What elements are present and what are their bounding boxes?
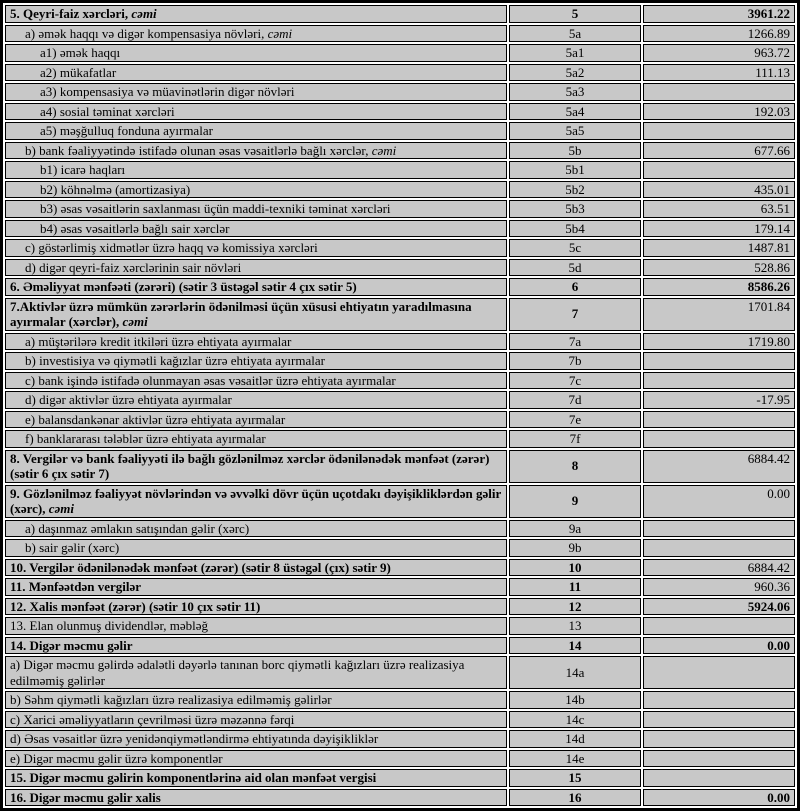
row-value: 528.86 <box>643 259 795 277</box>
table-row <box>5 430 795 448</box>
row-value: 0.00 <box>643 485 795 518</box>
table-row <box>5 730 795 748</box>
row-label <box>5 578 507 596</box>
row-code: 7e <box>509 411 641 429</box>
table-row <box>5 333 795 351</box>
row-value: 0.00 <box>643 789 795 807</box>
row-value: 1487.81 <box>643 239 795 257</box>
row-label <box>5 430 507 448</box>
row-label-text: 12. Xalis mənfəət (zərər) (sətir 10 çıx sətir 11) <box>10 598 261 614</box>
table-row <box>5 617 795 635</box>
table-row <box>5 200 795 218</box>
table-row <box>5 298 795 331</box>
row-label-text: a) Digər məcmu gəlirdə ədalətli dəyərlə tanınan borc qiymətli kağızları üzrə realizasiya edilməmiş gəlirlər <box>10 657 465 688</box>
row-code: 14d <box>509 730 641 748</box>
table-row <box>5 161 795 179</box>
row-label-text: 10. Vergilər ödənilənədək mənfəət (zərər) (sətir 8 üstəgəl (çıx) sətir 9) <box>10 559 391 575</box>
row-label-text: b) sair gəlir (xərc) <box>25 540 120 555</box>
row-code: 16 <box>509 789 641 807</box>
row-label <box>5 44 507 62</box>
row-code: 5c <box>509 239 641 257</box>
table-row <box>5 122 795 140</box>
row-label <box>5 25 507 43</box>
row-label-text: e) balansdankənar aktivlər üzrə ehtiyata ayırmalar <box>25 411 286 427</box>
row-label-suffix: cəmi <box>48 501 74 516</box>
row-code: 5a4 <box>509 103 641 121</box>
table-row <box>5 181 795 199</box>
table-row <box>5 411 795 429</box>
row-code: 10 <box>509 559 641 577</box>
row-label-text: 9. Gözlənilməz fəaliyyət növlərindən və əvvəlki dövr üçün uçotdakı dəyişikliklərdən gəlir (xərc), <box>10 485 501 516</box>
row-code: 5b3 <box>509 200 641 218</box>
row-label <box>5 298 507 331</box>
row-value: 192.03 <box>643 103 795 121</box>
row-code: 14 <box>509 637 641 655</box>
row-value: 0.00 <box>643 637 795 655</box>
table-row <box>5 578 795 596</box>
row-label <box>5 122 507 140</box>
row-label <box>5 617 507 635</box>
row-label <box>5 750 507 768</box>
row-label-text: a) əmək haqqı və digər kompensasiya növləri, <box>25 25 268 41</box>
row-label-text: a4) sosial təminat xərcləri <box>40 103 175 119</box>
table-body <box>5 5 795 806</box>
row-code: 8 <box>509 450 641 483</box>
row-code: 5a <box>509 25 641 43</box>
row-label-text: 8. Vergilər və bank fəaliyyəti ilə bağlı gözlənilməz xərclər ödənilənədək mənfəət (zərər) (sətir 6 çıx sətir 7) <box>10 450 490 481</box>
table-row <box>5 83 795 101</box>
row-label-suffix: cəmi <box>131 6 157 21</box>
row-code: 7f <box>509 430 641 448</box>
row-label-text: f) banklararası tələblər üzrə ehtiyata ayırmalar <box>25 431 266 446</box>
row-label <box>5 598 507 616</box>
row-label-text: 5. Qeyri-faiz xərcləri, <box>10 6 132 21</box>
row-code: 7 <box>509 298 641 331</box>
table-row <box>5 637 795 655</box>
table-row <box>5 391 795 409</box>
row-label-suffix: cəmi <box>371 142 397 158</box>
table-row <box>5 352 795 370</box>
row-value <box>643 430 795 448</box>
row-code: 6 <box>509 278 641 296</box>
row-value <box>643 656 795 689</box>
table-row <box>5 539 795 557</box>
row-label <box>5 259 507 277</box>
row-label-text: 13. Elan olunmuş dividendlər, məbləğ <box>10 618 209 633</box>
row-value: 179.14 <box>643 220 795 238</box>
row-label <box>5 656 507 689</box>
table-row <box>5 750 795 768</box>
table-row <box>5 103 795 121</box>
row-value: 6884.42 <box>643 450 795 483</box>
row-code: 14b <box>509 691 641 709</box>
table-row <box>5 691 795 709</box>
row-label <box>5 391 507 409</box>
row-label <box>5 769 507 787</box>
table-row <box>5 142 795 160</box>
row-code: 7a <box>509 333 641 351</box>
row-label-text: e) Digər məcmu gəlir üzrə komponentlər <box>10 750 223 766</box>
row-value <box>643 617 795 635</box>
row-label <box>5 352 507 370</box>
row-label-text: b) Səhm qiymətli kağızları üzrə realizasiya edilməmiş gəlirlər <box>10 692 332 707</box>
row-code: 5a5 <box>509 122 641 140</box>
row-value: 111.13 <box>643 64 795 82</box>
row-code: 5a1 <box>509 44 641 62</box>
row-label <box>5 539 507 557</box>
row-value <box>643 122 795 140</box>
table-row <box>5 656 795 689</box>
table-row <box>5 450 795 483</box>
row-label-text: a3) kompensasiya və müavinətlərin digər növləri <box>40 84 295 99</box>
row-label-text: b4) əsas vəsaitlərlə bağlı sair xərclər <box>40 220 230 236</box>
table-row <box>5 44 795 62</box>
row-value <box>643 730 795 748</box>
row-value <box>643 769 795 787</box>
row-code: 7b <box>509 352 641 370</box>
row-label-text: a2) mükafatlar <box>40 64 117 80</box>
row-label <box>5 83 507 101</box>
row-value: 435.01 <box>643 181 795 199</box>
row-code: 11 <box>509 578 641 596</box>
row-value <box>643 352 795 370</box>
row-code: 5b2 <box>509 181 641 199</box>
row-value: 1701.84 <box>643 298 795 331</box>
row-value: -17.95 <box>643 391 795 409</box>
row-label-text: c) göstərlimiş xidmətlər üzrə haqq və komissiya xərcləri <box>25 240 318 255</box>
row-value: 5924.06 <box>643 598 795 616</box>
row-code: 14e <box>509 750 641 768</box>
row-label <box>5 372 507 390</box>
row-value <box>643 411 795 429</box>
table-row <box>5 220 795 238</box>
row-label-text: 14. Digər məcmu gəlir <box>10 637 133 653</box>
table-row <box>5 559 795 577</box>
row-label-suffix: cəmi <box>122 314 148 329</box>
row-code: 14c <box>509 711 641 729</box>
row-code: 13 <box>509 617 641 635</box>
row-code: 9 <box>509 485 641 518</box>
row-code: 5b <box>509 142 641 160</box>
row-value: 1266.89 <box>643 25 795 43</box>
row-label-text: b1) icarə haqları <box>40 162 126 177</box>
row-code: 5a2 <box>509 64 641 82</box>
row-label <box>5 789 507 807</box>
row-value <box>643 691 795 709</box>
table-row <box>5 5 795 23</box>
row-label-text: 11. Mənfəətdən vergilər <box>10 579 142 594</box>
row-code: 5b4 <box>509 220 641 238</box>
table-row <box>5 25 795 43</box>
row-label <box>5 637 507 655</box>
row-label <box>5 333 507 351</box>
row-value: 677.66 <box>643 142 795 160</box>
row-label-text: a) müştərilərə kredit itkiləri üzrə ehtiyata ayırmalar <box>25 333 292 349</box>
table-row <box>5 789 795 807</box>
row-value: 3961.22 <box>643 5 795 23</box>
row-code: 14a <box>509 656 641 689</box>
row-label <box>5 450 507 483</box>
row-value <box>643 83 795 101</box>
row-label <box>5 411 507 429</box>
row-label-text: b2) köhnəlmə (amortizasiya) <box>40 181 191 197</box>
row-label <box>5 485 507 518</box>
row-label-text: c) Xarici əməliyyatların çevrilməsi üzrə məzənnə fərqi <box>10 711 295 727</box>
row-label-text: c) bank işində istifadə olunmayan əsas vəsaitlər üzrə ehtiyata ayırmalar <box>25 372 396 388</box>
row-label <box>5 200 507 218</box>
row-code: 5d <box>509 259 641 277</box>
table-row <box>5 278 795 296</box>
row-value: 963.72 <box>643 44 795 62</box>
row-label-text: d) digər aktivlər üzrə ehtiyata ayırmalar <box>25 392 232 407</box>
row-label-text: b3) əsas vəsaitlərin saxlanması üçün maddi-texniki təminat xərcləri <box>40 201 391 216</box>
row-value <box>643 750 795 768</box>
row-label <box>5 64 507 82</box>
table-row <box>5 711 795 729</box>
row-value <box>643 161 795 179</box>
row-label-text: b) investisiya və qiymətli kağızlar üzrə ehtiyata ayırmalar <box>25 353 325 368</box>
row-value: 960.36 <box>643 578 795 596</box>
row-label <box>5 161 507 179</box>
row-label-text: 6. Əməliyyat mənfəəti (zərəri) (sətir 3 üstəgəl sətir 4 çıx sətir 5) <box>10 279 357 294</box>
row-code: 12 <box>509 598 641 616</box>
row-code: 5a3 <box>509 83 641 101</box>
table-row <box>5 239 795 257</box>
row-value: 8586.26 <box>643 278 795 296</box>
row-value <box>643 520 795 538</box>
row-label <box>5 711 507 729</box>
row-label <box>5 5 507 23</box>
row-code: 5 <box>509 5 641 23</box>
row-value <box>643 372 795 390</box>
row-label <box>5 730 507 748</box>
row-label-suffix: cəmi <box>267 25 293 41</box>
row-code: 7d <box>509 391 641 409</box>
row-label-text: a) daşınmaz əmlakın satışından gəlir (xərc) <box>25 520 250 536</box>
row-value: 63.51 <box>643 200 795 218</box>
row-value <box>643 539 795 557</box>
row-label <box>5 181 507 199</box>
table-row <box>5 259 795 277</box>
row-label-text: 7.Aktivlər üzrə mümkün zərərlərin ödənilməsi üçün xüsusi ehtiyatın yaradılmasına ayırmalar (xərclər), <box>10 298 472 329</box>
row-value <box>643 711 795 729</box>
row-label-text: 15. Digər məcmu gəlirin komponentlərinə aid olan mənfəət vergisi <box>10 770 377 785</box>
row-label-text: b) bank fəaliyyətində istifadə olunan əsas vəsaitlərlə bağlı xərclər, <box>25 142 372 158</box>
row-label <box>5 278 507 296</box>
row-label-text: d) Əsas vəsaitlər üzrə yenidənqiymətləndirmə ehtiyatında dəyişikliklər <box>10 731 379 746</box>
table-row <box>5 520 795 538</box>
table-row <box>5 769 795 787</box>
table-row <box>5 64 795 82</box>
row-label-text: d) digər qeyri-faiz xərclərinin sair növləri <box>25 259 242 275</box>
row-code: 5b1 <box>509 161 641 179</box>
table-row <box>5 485 795 518</box>
row-label-text: 16. Digər məcmu gəlir xalis <box>10 789 161 805</box>
row-value: 1719.80 <box>643 333 795 351</box>
row-label <box>5 559 507 577</box>
row-code: 7c <box>509 372 641 390</box>
row-value: 6884.42 <box>643 559 795 577</box>
row-label <box>5 103 507 121</box>
row-label <box>5 239 507 257</box>
row-code: 9b <box>509 539 641 557</box>
row-label <box>5 691 507 709</box>
row-label-text: a1) əmək haqqı <box>40 45 121 60</box>
row-label <box>5 142 507 160</box>
table-row <box>5 598 795 616</box>
row-code: 15 <box>509 769 641 787</box>
table-row <box>5 372 795 390</box>
row-label <box>5 520 507 538</box>
row-code: 9a <box>509 520 641 538</box>
row-label-text: a5) məşğulluq fonduna ayırmalar <box>40 123 213 138</box>
row-label <box>5 220 507 238</box>
